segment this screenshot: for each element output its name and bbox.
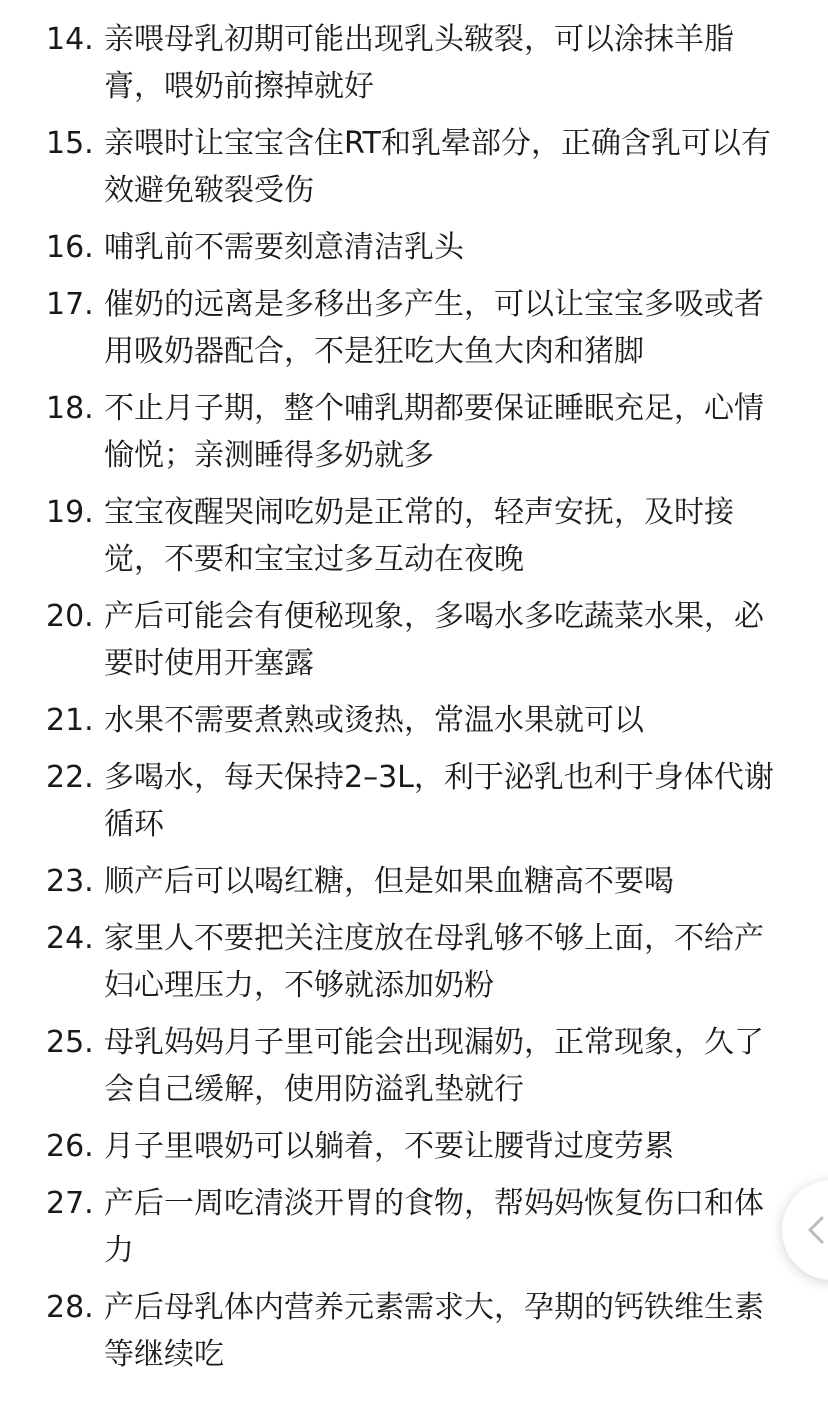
chevron-left-icon [802, 1214, 828, 1246]
list-item [0, 1123, 828, 1170]
item-text: 哺乳前不需要刻意清洁乳头 [104, 230, 464, 265]
list-item [0, 1284, 828, 1378]
list-item [0, 281, 828, 375]
list-item [0, 593, 828, 687]
item-text: 水果不需要煮熟或烫热，常温水果就可以 [104, 703, 644, 738]
list-item [0, 489, 828, 583]
item-number: 19. [46, 495, 94, 530]
item-text: 产后可能会有便秘现象，多喝水多吃蔬菜水果，必要时使用开塞露 [104, 599, 764, 681]
item-text: 家里人不要把关注度放在母乳够不够上面，不给产妇心理压力，不够就添加奶粉 [104, 921, 764, 1003]
list-item [0, 1180, 828, 1274]
item-text: 多喝水，每天保持2–3L，利于泌乳也利于身体代谢循环 [104, 760, 774, 842]
item-number: 22. [46, 760, 94, 795]
list-item [0, 858, 828, 905]
list-item [0, 385, 828, 479]
item-number: 20. [46, 599, 94, 634]
item-number: 15. [46, 126, 94, 161]
item-number: 21. [46, 703, 94, 738]
item-text: 催奶的远离是多移出多产生，可以让宝宝多吸或者用吸奶器配合，不是狂吃大鱼大肉和猪脚 [104, 287, 764, 369]
item-text: 产后母乳体内营养元素需求大，孕期的钙铁维生素等继续吃 [104, 1290, 764, 1372]
list-item [0, 224, 828, 271]
list-item [0, 16, 828, 110]
list-item [0, 915, 828, 1009]
item-number: 25. [46, 1025, 94, 1060]
item-number: 28. [46, 1290, 94, 1325]
item-number: 23. [46, 864, 94, 899]
list-item [0, 697, 828, 744]
item-text: 顺产后可以喝红糖，但是如果血糖高不要喝 [104, 864, 674, 899]
item-text: 不止月子期，整个哺乳期都要保证睡眠充足，心情愉悦；亲测睡得多奶就多 [104, 391, 764, 473]
item-text: 月子里喂奶可以躺着，不要让腰背过度劳累 [104, 1129, 674, 1164]
item-text: 亲喂时让宝宝含住RT和乳晕部分，正确含乳可以有效避免皲裂受伤 [104, 126, 771, 208]
item-number: 24. [46, 921, 94, 956]
item-number: 26. [46, 1129, 94, 1164]
list-item [0, 1019, 828, 1113]
list-item [0, 754, 828, 848]
article-list [0, 16, 828, 1388]
item-text: 母乳妈妈月子里可能会出现漏奶，正常现象，久了会自己缓解，使用防溢乳垫就行 [104, 1025, 764, 1107]
item-number: 18. [46, 391, 94, 426]
item-number: 14. [46, 22, 94, 57]
item-number: 27. [46, 1186, 94, 1221]
item-text: 产后一周吃清淡开胃的食物，帮妈妈恢复伤口和体力 [104, 1186, 764, 1268]
list-item [0, 120, 828, 214]
item-number: 16. [46, 230, 94, 265]
item-text: 亲喂母乳初期可能出现乳头皲裂，可以涂抹羊脂膏，喂奶前擦掉就好 [104, 22, 734, 104]
item-text: 宝宝夜醒哭闹吃奶是正常的，轻声安抚，及时接觉，不要和宝宝过多互动在夜晚 [104, 495, 734, 577]
item-number: 17. [46, 287, 94, 322]
